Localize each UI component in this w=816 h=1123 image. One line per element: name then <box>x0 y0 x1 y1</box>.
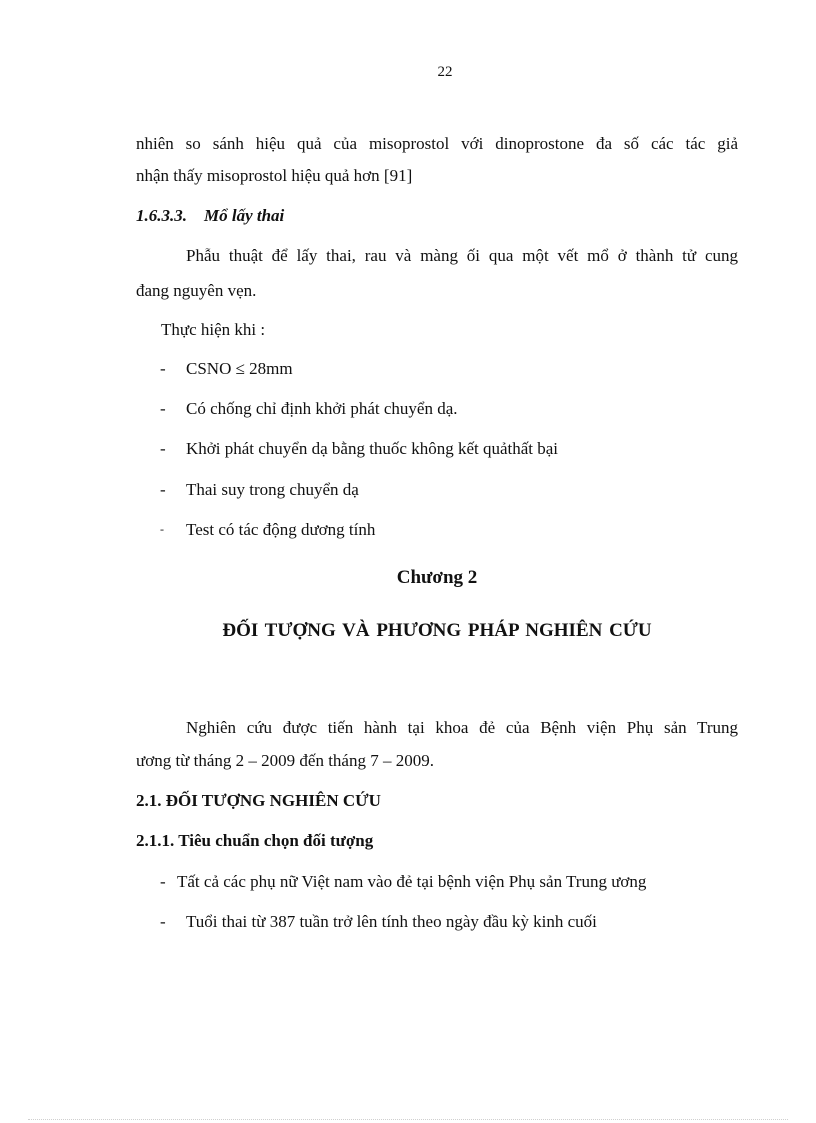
section-heading-1-6-3-3: 1.6.3.3. Mổ lấy thai <box>136 206 285 225</box>
section-paragraph-line-2: đang nguyên vẹn. <box>136 281 257 300</box>
bullet-dash: - <box>160 359 166 378</box>
bullet-dash: - <box>160 399 166 418</box>
page-number: 22 <box>437 64 453 80</box>
list-item-text: Tất cả các phụ nữ Việt nam vào đẻ tại bệnh viện Phụ sản Trung ương <box>177 872 647 891</box>
list-item-text: Tuổi thai từ 387 tuần trở lên tính theo ngày đầu kỳ kinh cuối <box>186 912 597 931</box>
list-item-text: Thai suy trong chuyển dạ <box>186 480 359 499</box>
list-item-text: CSNO ≤ 28mm <box>186 359 293 378</box>
section-paragraph-line-1: Phẫu thuật để lấy thai, rau và màng ối qua một vết mổ ở thành tử cung <box>186 246 738 265</box>
list-item-text: Test có tác động dương tính <box>186 520 376 539</box>
chapter-title: ĐỐI TƯỢNG VÀ PHƯƠNG PHÁP NGHIÊN CỨU <box>222 620 652 641</box>
bullet-dash: - <box>160 872 166 891</box>
bullet-dash: - <box>160 522 164 536</box>
section-heading-2-1-1: 2.1.1. Tiêu chuẩn chọn đối tượng <box>136 831 374 850</box>
chapter-intro-line-1: Nghiên cứu được tiến hành tại khoa đẻ của Bệnh viện Phụ sản Trung <box>186 718 738 737</box>
intro-line-1: nhiên so sánh hiệu quả của misoprostol với dinoprostone đa số các tác giả <box>136 134 738 153</box>
chapter-number: Chương 2 <box>396 567 478 588</box>
intro-line-2: nhận thấy misoprostol hiệu quả hơn [91] <box>136 166 413 185</box>
list-item-text: Có chống chỉ định khởi phát chuyển dạ. <box>186 399 458 418</box>
page-bottom-border <box>28 1119 788 1120</box>
bullet-dash: - <box>160 912 166 931</box>
list-item-text: Khởi phát chuyển dạ bằng thuốc không kết quảthất bại <box>186 439 559 458</box>
section-heading-2-1: 2.1. ĐỐI TƯỢNG NGHIÊN CỨU <box>136 791 381 810</box>
indications-label: Thực hiện khi : <box>161 320 266 339</box>
bullet-dash: - <box>160 480 166 499</box>
chapter-intro-line-2: ương từ tháng 2 – 2009 đến tháng 7 – 2009. <box>136 751 434 770</box>
bullet-dash: - <box>160 439 166 458</box>
